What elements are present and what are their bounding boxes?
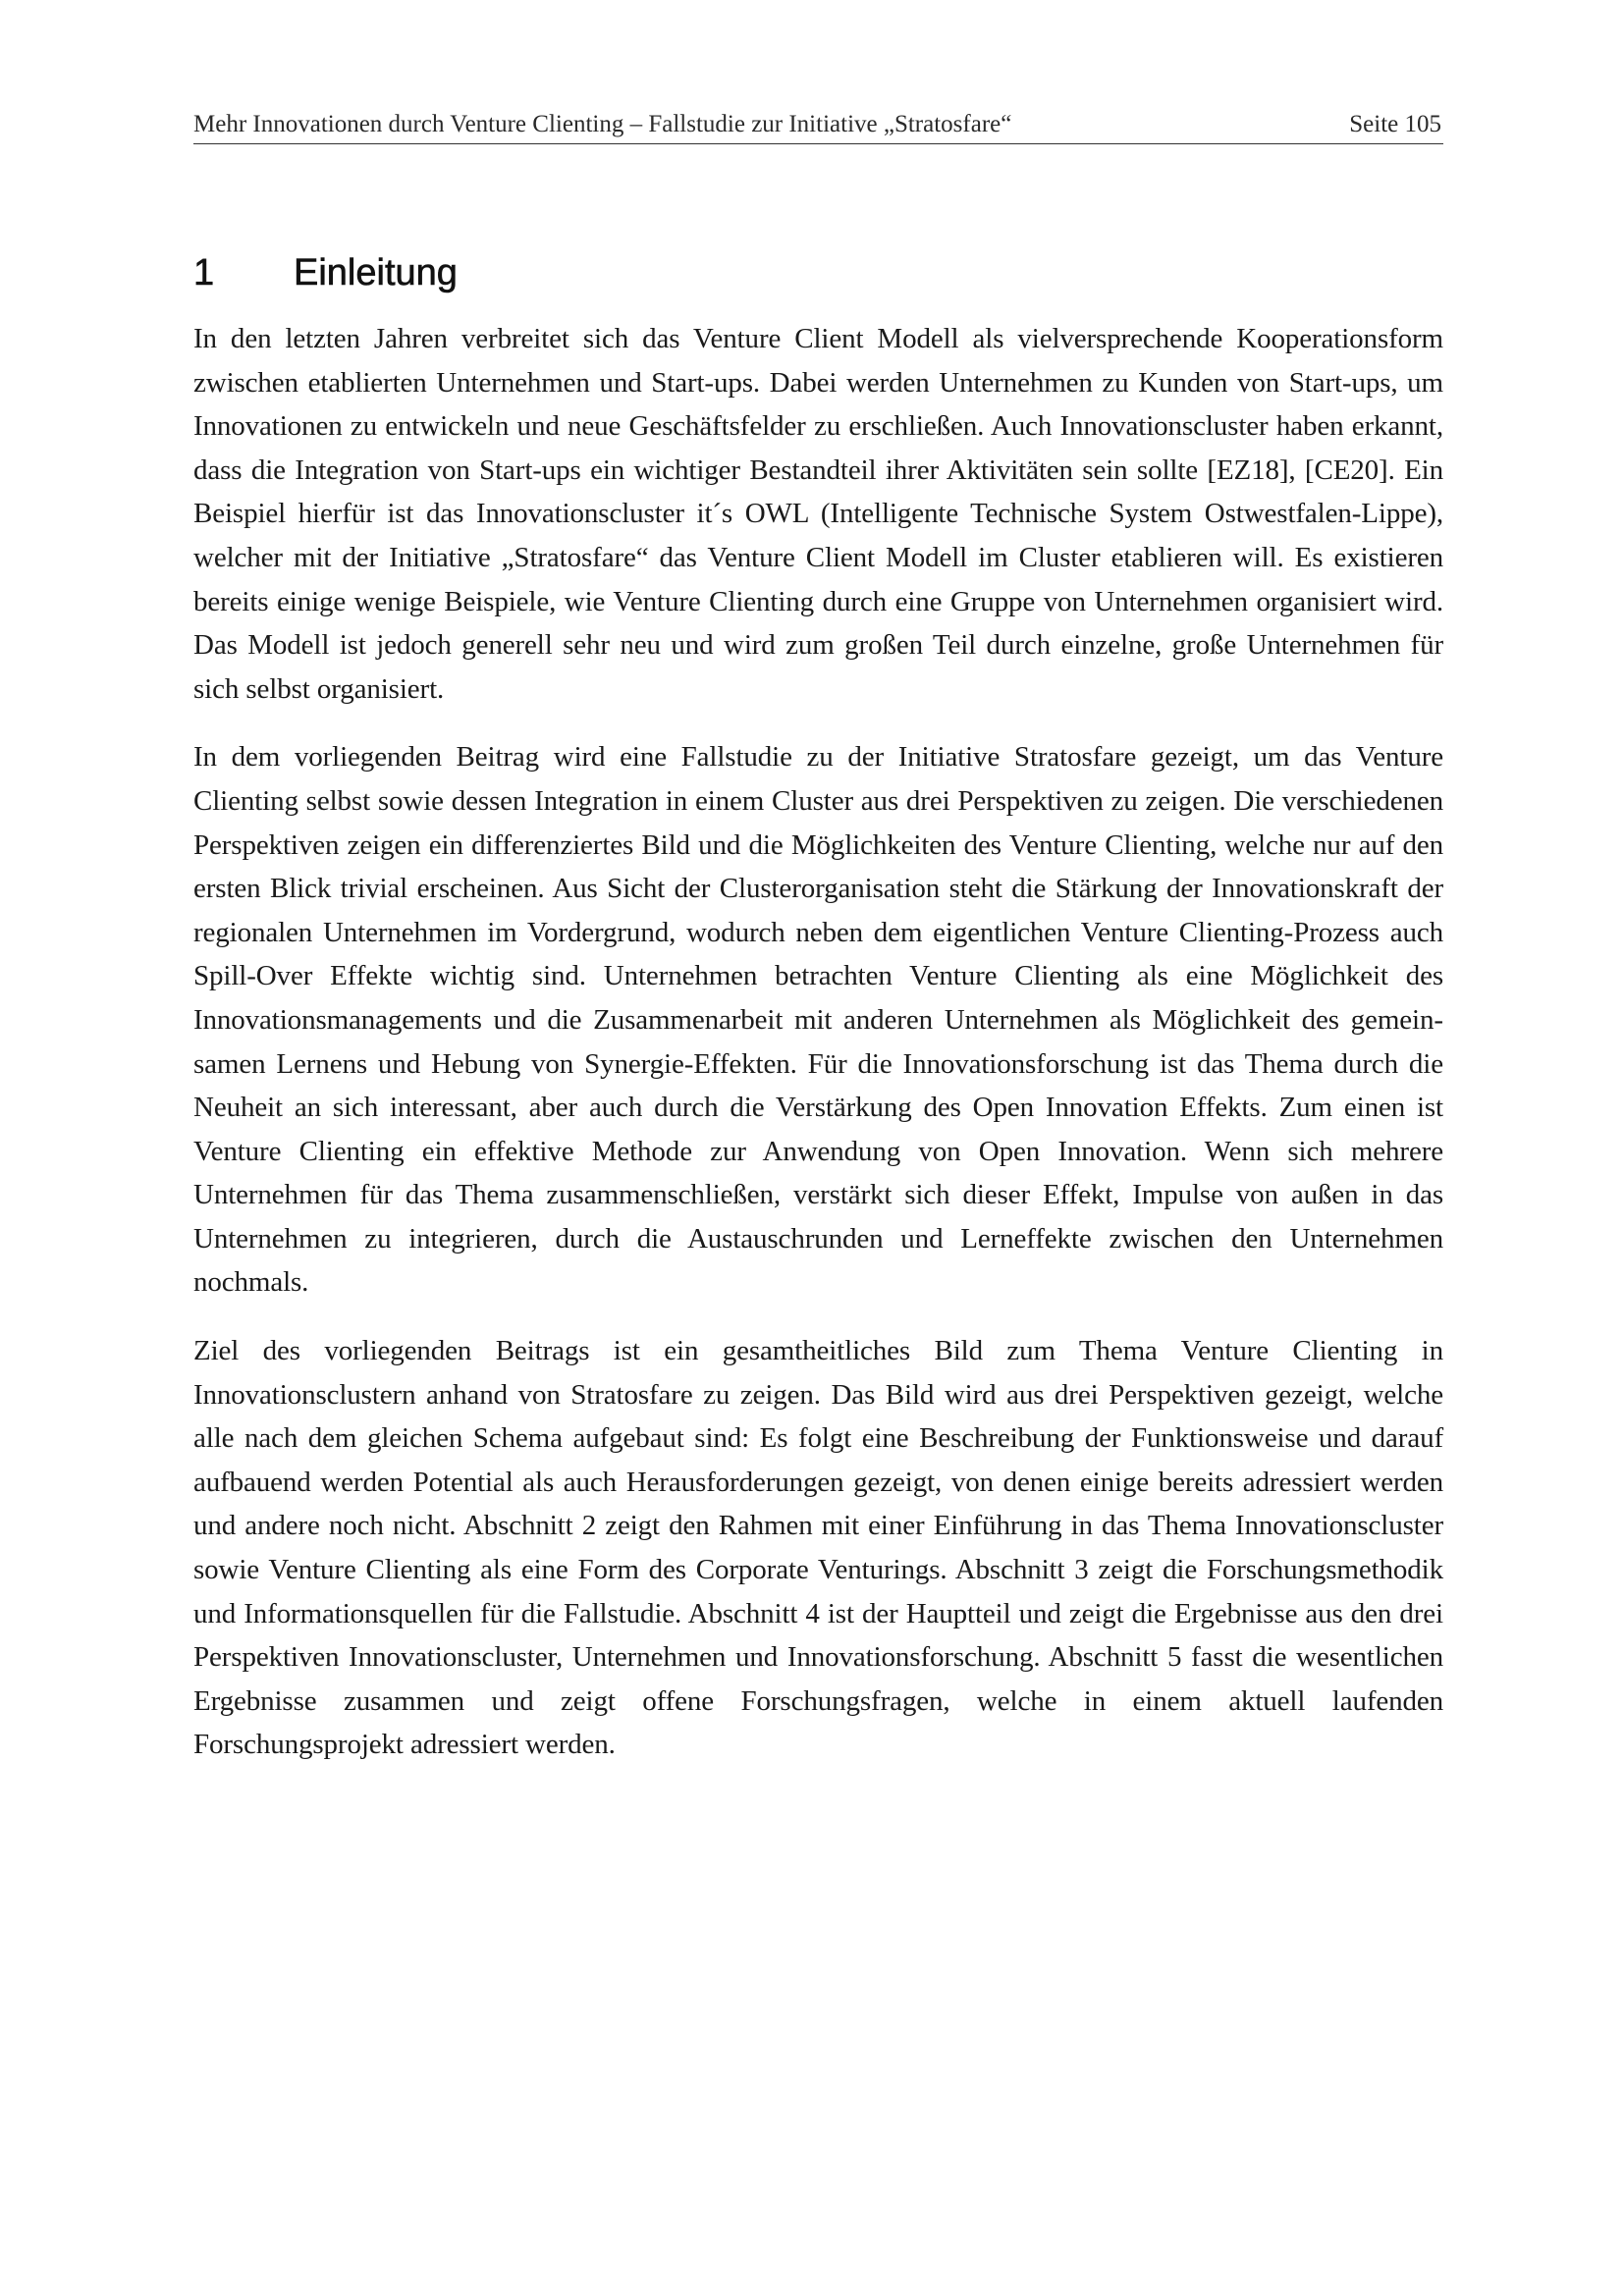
body-text bbox=[193, 317, 1443, 1791]
section-number: 1 bbox=[193, 252, 215, 294]
page-number: Seite 105 bbox=[1349, 111, 1441, 137]
paragraph-structure: Ziel des vorliegenden Beitrags ist ein gesamtheitliches Bild zum Thema Venture Clienting in Innovationsclustern anhand von Stratosfare zu zeigen. Das Bild wird aus drei Perspektiven gezeigt, welche alle nach dem gleichen Schema aufgebaut sind: Es folgt eine Beschreibung der Funktionsweise und darauf aufbauend werden Potential als auch Herausforderungen gezeigt, von denen einige bereits adressiert werden und andere noch nicht. Abschnitt 2 zeigt den Rahmen mit einer Einführung in das Thema Innovationscluster sowie Venture Clienting als eine Form des Corporate Venturings. Abschnitt 3 zeigt die Forschungsmethodik und Informationsquellen für die Fallstudie. Abschnitt 4 ist der Hauptteil und zeigt die Ergebnisse aus den drei Perspektiven Innovationscluster, Unternehmen und Innovationsforschung. Abschnitt 5 fasst die wesentlichen Ergebnisse zusammen und zeigt offene Forschungsfragen, welche in einem aktuell laufenden Forschungsprojekt adressiert werden. bbox=[193, 1335, 1443, 1761]
section-heading bbox=[193, 247, 458, 298]
section-title: Einleitung bbox=[294, 252, 458, 294]
page-header bbox=[193, 106, 1443, 144]
paragraph-intro: In den letzten Jahren verbreitet sich das Venture Client Modell als vielversprechende Kooperationsform zwischen etablierten Unternehmen und Start-ups. Dabei werden Unternehmen zu Kunden von Start-ups, um Innovationen zu entwickeln und neue Geschäftsfelder zu erschließen. Auch Innovationscluster haben erkannt, dass die Integration von Start-ups ein wichtiger Bestandteil ihrer Aktivitäten sein sollte [EZ18], [CE20]. Ein Beispiel hierfür ist das Innovationscluster it´s OWL (Intelligente Technische System Ostwestfalen-Lippe), welcher mit der Initiative „Stratosfare“ das Venture Client Modell im Cluster etablieren will. Es existieren bereits einige wenige Beispiele, wie Venture Clienting durch eine Gruppe von Unternehmen organisiert wird. Das Modell ist jedoch generell sehr neu und wird zum großen Teil durch einzelne, große Unternehmen für sich selbst organisiert. bbox=[193, 323, 1443, 705]
paragraph-case-study: In dem vorliegenden Beitrag wird eine Fallstudie zu der Initiative Stratosfare gezeigt, um das Venture Clienting selbst sowie dessen Integration in einem Cluster aus drei Perspektiven zu zeigen. Die verschiedenen Perspektiven zeigen ein differenziertes Bild und die Möglichkeiten des Venture Clienting, welche nur auf den ersten Blick trivial erscheinen. Aus Sicht der Clusterorganisation steht die Stärkung der Innovationskraft der regionalen Unternehmen im Vordergrund, wodurch neben dem eigentlichen Venture Clienting-Prozess auch Spill-Over Effekte wichtig sind. Unternehmen betrachten Venture Clienting als eine Möglichkeit des Innovationsmanagements und die Zusammenarbeit mit anderen Unternehmen als Möglichkeit des gemeinsamen Lernens und Hebung von Synergie-Effekten. Für die Innovationsforschung ist das Thema durch die Neuheit an sich interessant, aber auch durch die Verstärkung des Open Innovation Effekts. Zum einen ist Venture Clienting ein effektive Methode zur Anwendung von Open Innovation. Wenn sich mehrere Unternehmen für das Thema zusammenschließen, verstärkt sich dieser Effekt, Impulse von außen in das Unternehmen zu integrieren, durch die Austauschrunden und Lerneffekte zwischen den Unternehmen nochmals. bbox=[193, 741, 1443, 1299]
running-title: Mehr Innovationen durch Venture Clienting – Fallstudie zur Initiative „Stratosfare“ bbox=[193, 111, 1012, 137]
